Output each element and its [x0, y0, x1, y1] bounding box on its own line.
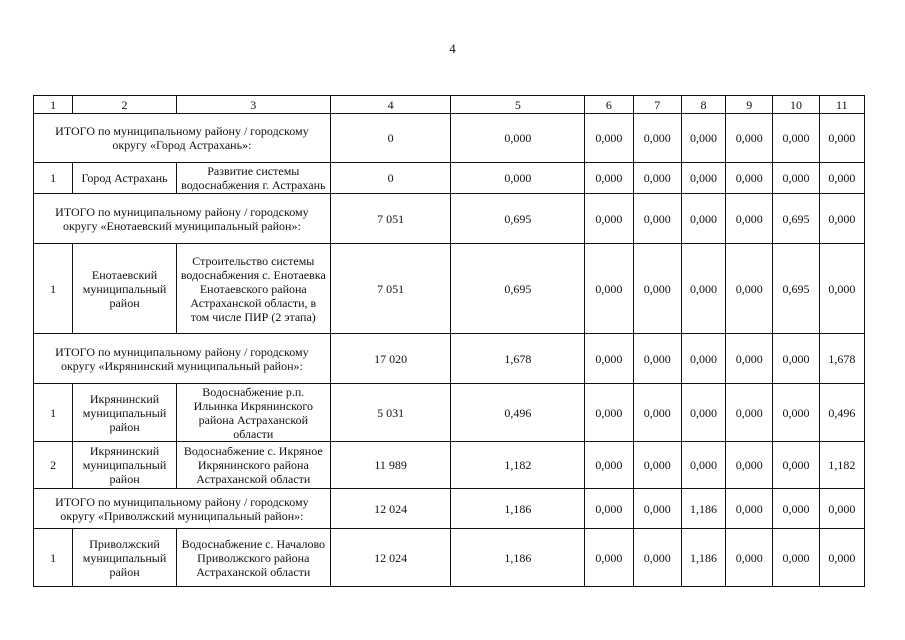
cell-col5: 0,000 — [451, 114, 585, 163]
municipality-cell: Икрянинский муниципальный район — [73, 442, 177, 489]
row-number: 1 — [34, 163, 73, 194]
cell-col11: 0,000 — [819, 529, 864, 587]
cell-col4: 12 024 — [330, 489, 451, 529]
cell-col10: 0,000 — [773, 529, 819, 587]
cell-col7: 0,000 — [633, 334, 681, 384]
cell-col6: 0,000 — [585, 194, 633, 244]
row-number: 1 — [34, 244, 73, 334]
cell-col9: 0,000 — [726, 489, 773, 529]
project-row — [34, 163, 865, 194]
cell-col10: 0,695 — [773, 244, 819, 334]
cell-col4: 7 051 — [330, 194, 451, 244]
cell-col10: 0,000 — [773, 334, 819, 384]
cell-col11: 1,182 — [819, 442, 864, 489]
cell-col10: 0,000 — [773, 114, 819, 163]
cell-col6: 0,000 — [585, 244, 633, 334]
project-cell: Водоснабжение р.п. Ильинка Икрянинского района Астраханской области — [176, 384, 330, 442]
cell-col5: 1,678 — [451, 334, 585, 384]
cell-col5: 0,695 — [451, 194, 585, 244]
cell-col6: 0,000 — [585, 489, 633, 529]
column-header: 5 — [451, 96, 585, 114]
project-row — [34, 442, 865, 489]
cell-col11: 1,678 — [819, 334, 864, 384]
cell-col7: 0,000 — [633, 384, 681, 442]
column-header: 8 — [681, 96, 725, 114]
column-header: 4 — [330, 96, 451, 114]
municipality-cell: Икрянинский муниципальный район — [73, 384, 177, 442]
cell-col4: 0 — [330, 163, 451, 194]
cell-col10: 0,000 — [773, 442, 819, 489]
project-row — [34, 244, 865, 334]
project-cell: Развитие системы водоснабжения г. Астрахань — [176, 163, 330, 194]
project-cell: Водоснабжение с. Началово Приволжского района Астраханской области — [176, 529, 330, 587]
column-header: 2 — [73, 96, 177, 114]
project-row — [34, 384, 865, 442]
cell-col11: 0,496 — [819, 384, 864, 442]
cell-col8: 1,186 — [681, 489, 725, 529]
column-header: 9 — [726, 96, 773, 114]
cell-col8: 0,000 — [681, 442, 725, 489]
cell-col6: 0,000 — [585, 442, 633, 489]
cell-col6: 0,000 — [585, 114, 633, 163]
total-row — [34, 194, 865, 244]
cell-col9: 0,000 — [726, 334, 773, 384]
cell-col5: 0,000 — [451, 163, 585, 194]
total-row — [34, 489, 865, 529]
cell-col7: 0,000 — [633, 529, 681, 587]
cell-col10: 0,695 — [773, 194, 819, 244]
column-header: 6 — [585, 96, 633, 114]
municipality-cell: Приволжский муниципальный район — [73, 529, 177, 587]
header-row — [34, 96, 865, 114]
cell-col9: 0,000 — [726, 384, 773, 442]
cell-col6: 0,000 — [585, 384, 633, 442]
row-number: 1 — [34, 384, 73, 442]
cell-col11: 0,000 — [819, 194, 864, 244]
cell-col8: 0,000 — [681, 163, 725, 194]
cell-col10: 0,000 — [773, 163, 819, 194]
cell-col4: 12 024 — [330, 529, 451, 587]
cell-col7: 0,000 — [633, 244, 681, 334]
cell-col10: 0,000 — [773, 489, 819, 529]
municipality-cell: Енотаевский муниципальный район — [73, 244, 177, 334]
municipality-cell: Город Астрахань — [73, 163, 177, 194]
cell-col6: 0,000 — [585, 334, 633, 384]
cell-col5: 1,186 — [451, 529, 585, 587]
total-label: ИТОГО по муниципальному району / городскому округу «Город Астрахань»: — [34, 114, 331, 163]
project-cell: Строительство системы водоснабжения с. Енотаевка Енотаевского района Астраханской области, в том числе ПИР (2 этапа) — [176, 244, 330, 334]
total-label: ИТОГО по муниципальному району / городскому округу «Енотаевский муниципальный район»: — [34, 194, 331, 244]
cell-col7: 0,000 — [633, 114, 681, 163]
cell-col7: 0,000 — [633, 489, 681, 529]
page-number: 4 — [449, 41, 456, 56]
cell-col11: 0,000 — [819, 244, 864, 334]
cell-col6: 0,000 — [585, 529, 633, 587]
cell-col11: 0,000 — [819, 163, 864, 194]
cell-col7: 0,000 — [633, 442, 681, 489]
cell-col7: 0,000 — [633, 163, 681, 194]
cell-col4: 5 031 — [330, 384, 451, 442]
cell-col8: 0,000 — [681, 244, 725, 334]
cell-col5: 0,496 — [451, 384, 585, 442]
cell-col9: 0,000 — [726, 529, 773, 587]
cell-col11: 0,000 — [819, 489, 864, 529]
cell-col8: 0,000 — [681, 334, 725, 384]
cell-col4: 11 989 — [330, 442, 451, 489]
column-header: 3 — [176, 96, 330, 114]
total-row — [34, 114, 865, 163]
cell-col9: 0,000 — [726, 442, 773, 489]
cell-col9: 0,000 — [726, 244, 773, 334]
cell-col6: 0,000 — [585, 163, 633, 194]
project-cell: Водоснабжение с. Икряное Икрянинского района Астраханской области — [176, 442, 330, 489]
row-number: 1 — [34, 529, 73, 587]
cell-col8: 0,000 — [681, 194, 725, 244]
cell-col4: 17 020 — [330, 334, 451, 384]
cell-col9: 0,000 — [726, 194, 773, 244]
cell-col7: 0,000 — [633, 194, 681, 244]
cell-col9: 0,000 — [726, 163, 773, 194]
cell-col5: 1,186 — [451, 489, 585, 529]
cell-col10: 0,000 — [773, 384, 819, 442]
funding-table — [33, 95, 865, 587]
column-header: 11 — [819, 96, 864, 114]
cell-col8: 0,000 — [681, 384, 725, 442]
cell-col11: 0,000 — [819, 114, 864, 163]
cell-col5: 0,695 — [451, 244, 585, 334]
row-number: 2 — [34, 442, 73, 489]
cell-col9: 0,000 — [726, 114, 773, 163]
column-header: 7 — [633, 96, 681, 114]
project-row — [34, 529, 865, 587]
total-label: ИТОГО по муниципальному району / городскому округу «Приволжский муниципальный район»: — [34, 489, 331, 529]
total-row — [34, 334, 865, 384]
cell-col4: 0 — [330, 114, 451, 163]
column-header: 10 — [773, 96, 819, 114]
column-header: 1 — [34, 96, 73, 114]
cell-col8: 1,186 — [681, 529, 725, 587]
total-label: ИТОГО по муниципальному району / городскому округу «Икрянинский муниципальный район»: — [34, 334, 331, 384]
cell-col5: 1,182 — [451, 442, 585, 489]
cell-col8: 0,000 — [681, 114, 725, 163]
cell-col4: 7 051 — [330, 244, 451, 334]
